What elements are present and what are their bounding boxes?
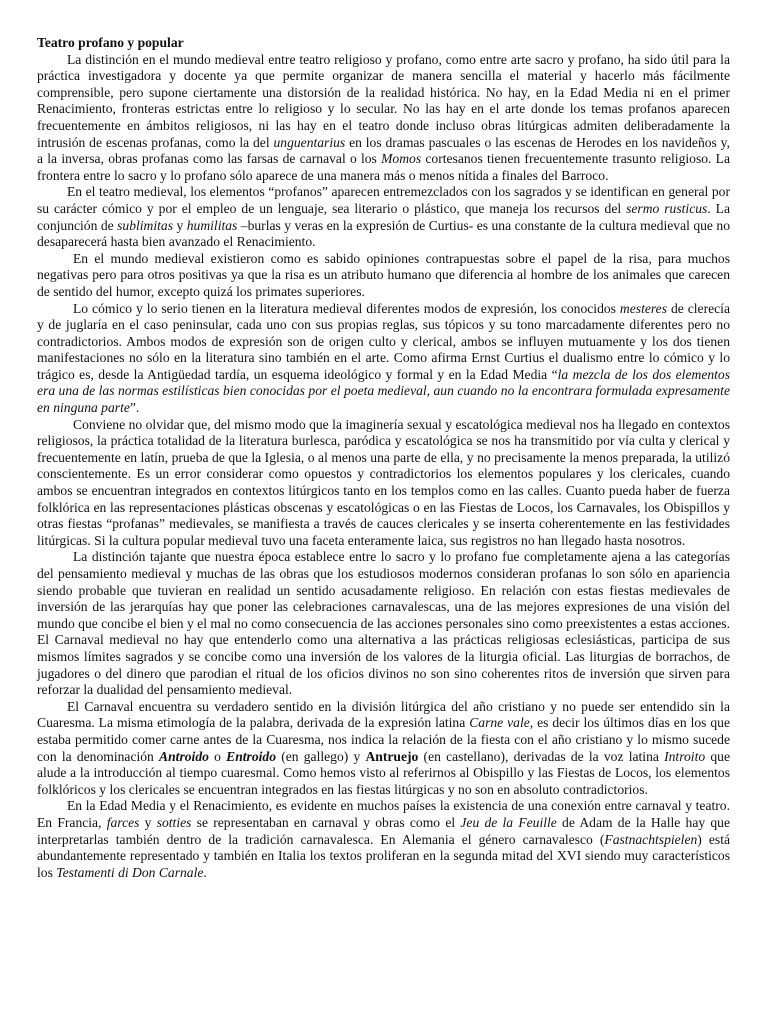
paragraph-text: cortesanos tienen frecuentemente trasunto religioso. La frontera entre lo sacro y lo profano sólo aparece de una manera más o menos nítida a finales del Barroco. bbox=[37, 151, 730, 183]
paragraph-text: que alude a la introducción al tiempo cuaresmal. Como hemos visto al referirnos al Obispillo y las Fiestas de Locos, los elementos folklóricos y los clericales se encuentran integrados en las fiestas litúrgicas y no son en absoluto contradictorios. bbox=[37, 748, 730, 797]
emphasized-text: humilitas bbox=[186, 217, 238, 233]
paragraph-text: ”. bbox=[129, 400, 140, 416]
emphasized-text: Jeu de la Feuille bbox=[460, 814, 557, 830]
paragraph bbox=[37, 184, 730, 250]
emphasized-text: Introito bbox=[664, 748, 706, 764]
emphasized-text: unguentarius bbox=[273, 134, 346, 150]
emphasized-text: sermo rusticus bbox=[626, 200, 708, 216]
paragraph-text: En el mundo medieval existieron como es sabido opiniones contrapuestas sobre el papel de la risa, para muchos negativas pero para otros positivas ya que la risa es un atributo humano que diferencia al hombre de los animales que carecen de sentido del humor, excepto quizá los primates superiores. bbox=[37, 250, 730, 299]
paragraph bbox=[37, 251, 730, 301]
emphasized-text: Momos bbox=[381, 151, 422, 167]
paragraph-text: La distinción tajante que nuestra época establece entre lo sacro y lo profano fue completamente ajena a las categorías del pensamiento medieval y muchas de las obras que los estudiosos modernos consideran profanas lo son sólo en apariencia siendo probable que tuvieran en realidad un sentido acusadamente religioso. En relación con estas fiestas medievales de inversión de las jerarquías hay que poner las celebraciones carnavalescas, una de las mejores expresiones de una visión del mundo que concibe el bien y el mal no como consecuencia de las acciones personales sino como preexistentes a estas acciones. El Carnaval medieval no hay que entenderlo como una alternativa a las prácticas religiosas eclesiásticas, participa de sus mismos límites sagrados y se concibe como una inversión de los valores de la liturgia oficial. Las liturgias de borrachos, de jugadores o del dinero que parodian el ritual de los oficios divinos no son sino coherentes ritos de inversión que sirven para reforzar la dualidad del pensamiento medieval. bbox=[37, 549, 730, 698]
paragraph bbox=[37, 549, 730, 698]
paragraph bbox=[37, 52, 730, 185]
paragraph-text: El Carnaval encuentra su verdadero sentido en la división litúrgica del año cristiano y no puede ser entendido sin la Cuaresma. La misma etimología de la palabra, derivada de la expresión latina bbox=[37, 698, 730, 731]
paragraph-text: Lo cómico y lo serio tienen en la literatura medieval diferentes modos de expresión, los conocidos bbox=[73, 300, 620, 316]
paragraph-text: de Adam de la Halle hay que interpretarlas también dentro de la tradición carnavalesca. En Alemania el género carnavalesco ( bbox=[37, 814, 731, 847]
emphasized-text: Carne vale bbox=[469, 715, 530, 731]
paragraph bbox=[37, 301, 730, 417]
emphasized-text: Entroido bbox=[226, 748, 276, 764]
paragraph bbox=[37, 798, 730, 881]
paragraph-text: de clerecía y de juglaría en el caso peninsular, cada uno con sus propias reglas, sus tópicos y su tono marcadamente diferentes pero no contradictorios. Ambos modos de expresión son de origen culto y clerical, ambos se influyen mutuamente y los dos tienen manifestaciones no sólo en la literatura sino también en el arte. Como afirma Ernst Curtius el dualismo entre lo cómico y lo trágico es, desde la Antigüedad tardía, un esquema ideológico y formal y en la Edad Media “ bbox=[37, 300, 730, 382]
paragraph-text: Conviene no olvidar que, del mismo modo que la imaginería sexual y escatológica medieval nos ha llegado en contextos religiosos, la práctica totalidad de la literatura burlesca, paródica y escatológica se nos ha transmitido por vía culta y clerical y frecuentemente en latín, prueba de que la Iglesia, o al menos una parte de ella, y no precisamente la menos preparada, la utilizó conscientemente. Es un error considerar como opuestos y contradictorios los elementos populares y los clericales, cuando ambos se encuentran integrados en contextos litúrgicos tanto en los templos como en las calles. Cuanto pueda haber de fuerza folklórica en las representaciones plásticas obscenas y escatológicas o en las Fiestas de Locos, los Carnavales, los Obispillos y otras fiestas “profanas” medievales, se manifiesta a través de cauces clericales y se inserta coherentemente en las festividades litúrgicas. Si la cultura popular medieval tuvo una faceta enteramente laica, sus registros no han llegado hasta nosotros. bbox=[37, 416, 730, 548]
emphasized-text: Testamenti di Don Carnale bbox=[56, 864, 204, 880]
paragraph-text: ) está abundantemente representado y también en Italia los textos proliferan en la segunda mitad del XVI siendo muy característicos los bbox=[37, 831, 731, 880]
paragraph-text: se representaban en carnaval y obras como el bbox=[191, 814, 461, 830]
paragraph-text: En la Edad Media y el Renacimiento, es evidente en muchos países la existencia de una conexión entre carnaval y teatro. En Francia, bbox=[37, 798, 730, 830]
emphasized-text: sotties bbox=[156, 814, 192, 830]
paragraph-text: La distinción en el mundo medieval entre teatro religioso y profano, como entre arte sacro y profano, ha sido útil para la práctica investigadora y docente ya que permite organizar de manera sencilla el material y hacerlo más fácilmente comprensible, pero supone ciertamente una distorsión de la realidad histórica. No hay, en la Edad Media ni en el primer Renacimiento, fronteras estrictas entre lo religioso y lo secular. No las hay en el arte donde los temas profanos aparecen frecuentemente en ámbitos religiosos, ni las hay en el teatro donde incluso obras litúrgicas admiten deliberadamente la intrusión de escenas profanas, como la del bbox=[37, 51, 730, 150]
paragraph-text: y bbox=[139, 814, 157, 830]
emphasized-text: la mezcla de los dos elementos era una de las normas estilísticas bien conocidas por el poeta medieval, aun cuando no la encontrara formulada expresamente en ninguna parte bbox=[37, 366, 731, 416]
paragraph-text: . bbox=[203, 864, 207, 880]
paragraph bbox=[37, 699, 730, 799]
paragraph-text: (en castellano), derivadas de la voz latina bbox=[418, 748, 665, 764]
emphasized-text: sublimitas bbox=[117, 217, 174, 233]
emphasized-text: mesteres bbox=[619, 300, 667, 316]
paragraph-text: –burlas y veras en la expresión de Curtius- es una constante de la cultura medieval que no desaparecerá hasta bien avanzado el Renacimiento. bbox=[37, 217, 731, 250]
emphasized-text: farces bbox=[106, 814, 140, 830]
document-body bbox=[37, 52, 730, 882]
paragraph-text: , es decir los últimos días en los que estaba permitido comer carne antes de la Cuaresma, nos indica la relación de la fiesta con el año cristiano y lo mismo sucede con la denominación bbox=[37, 715, 730, 764]
paragraph-text: en los dramas pascuales o las escenas de Herodes en los navideños y, a la inversa, obras profanas como las farsas de carnaval o los bbox=[37, 134, 730, 167]
emphasized-text: Antroido bbox=[159, 748, 209, 764]
emphasized-text: Fastnachtspielen bbox=[604, 831, 698, 847]
paragraph-text: o bbox=[208, 748, 227, 764]
paragraph-text: y bbox=[173, 217, 187, 233]
emphasized-text: Antruejo bbox=[365, 748, 419, 764]
paragraph-text: (en gallego) y bbox=[276, 748, 366, 764]
paragraph bbox=[37, 417, 730, 550]
paragraph-text: En el teatro medieval, los elementos “profanos” aparecen entremezclados con los sagrados y se identifican en general por su carácter cómico y por el empleo de un lenguaje, sea literario o plástico, que maneja los recursos del bbox=[37, 184, 730, 216]
document-title: Teatro profano y popular bbox=[37, 35, 184, 50]
paragraph-text: . La conjunción de bbox=[37, 200, 731, 233]
document-page bbox=[37, 35, 730, 881]
